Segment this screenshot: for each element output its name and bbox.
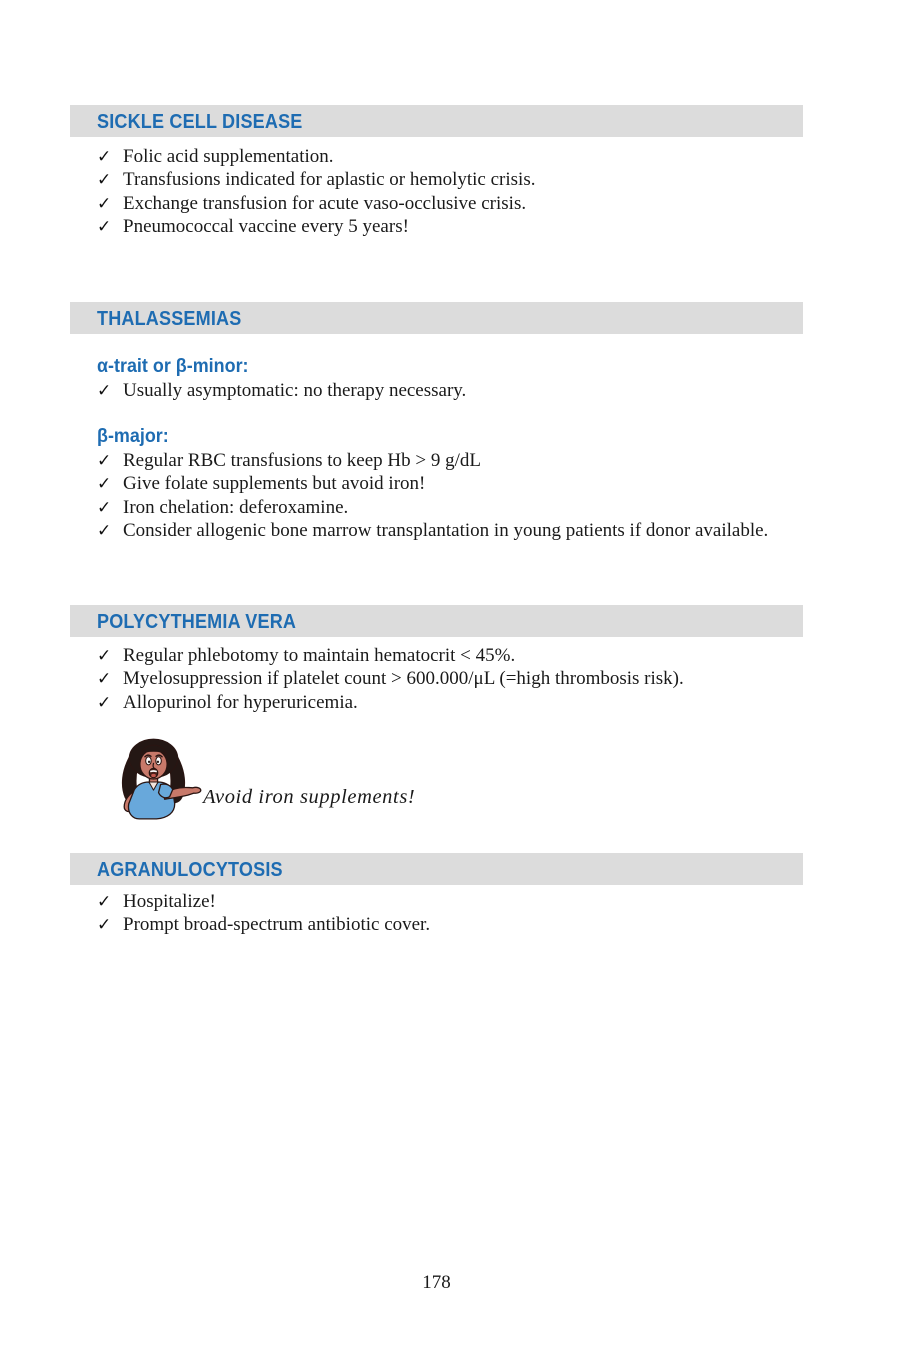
section-header-sickle-cell-disease xyxy=(70,105,803,137)
check-icon: ✓ xyxy=(97,170,112,190)
check-icon: ✓ xyxy=(97,646,112,665)
list-item-text: Consider allogenic bone marrow transplantation in young patients if donor available. xyxy=(123,520,769,542)
check-icon: ✓ xyxy=(97,451,112,470)
list-item-text: Pneumococcal vaccine every 5 years! xyxy=(123,216,409,238)
list-item xyxy=(97,145,827,168)
section-title: THALASSEMIAS xyxy=(97,307,242,330)
check-icon: ✓ xyxy=(97,381,112,400)
check-icon: ✓ xyxy=(97,521,112,541)
sickle-bullet-list xyxy=(97,145,827,239)
check-icon: ✓ xyxy=(97,915,112,935)
list-item xyxy=(97,890,827,913)
list-item xyxy=(97,379,827,402)
list-item xyxy=(97,168,827,191)
list-item xyxy=(97,472,827,495)
list-item-text: Regular RBC transfusions to keep Hb > 9 g/dL xyxy=(123,450,481,471)
polycythemia-bullet-list xyxy=(97,644,827,714)
check-icon: ✓ xyxy=(97,669,112,689)
check-icon: ✓ xyxy=(97,147,112,166)
agranulocytosis-bullet-list xyxy=(97,890,827,937)
check-icon: ✓ xyxy=(97,217,112,237)
page-number: 178 xyxy=(422,1272,451,1293)
list-item-text: Folic acid supplementation. xyxy=(123,146,334,167)
callout-note: Avoid iron supplements! xyxy=(203,786,416,808)
check-icon: ✓ xyxy=(97,692,112,712)
list-item xyxy=(97,913,827,936)
list-item xyxy=(97,192,827,215)
section-header-thalassemias xyxy=(70,302,803,334)
list-item xyxy=(97,215,827,238)
list-item-text: Myelosuppression if platelet count > 600.000/μL (=high thrombosis risk). xyxy=(123,668,684,690)
list-item-text: Transfusions indicated for aplastic or hemolytic crisis. xyxy=(123,169,536,191)
list-item-text: Exchange transfusion for acute vaso-occlusive crisis. xyxy=(123,192,527,214)
pointing-woman-illustration xyxy=(103,737,204,821)
section-header-polycythemia-vera xyxy=(70,605,803,637)
list-item-text: Iron chelation: deferoxamine. xyxy=(123,496,349,518)
list-item-text: Prompt broad-spectrum antibiotic cover. xyxy=(123,914,431,936)
list-item-text: Regular phlebotomy to maintain hematocrit < 45%. xyxy=(123,645,516,666)
check-icon: ✓ xyxy=(97,193,112,213)
section-title: AGRANULOCYTOSIS xyxy=(97,858,283,881)
list-item xyxy=(97,644,827,667)
list-item-text: Give folate supplements but avoid iron! xyxy=(123,473,426,495)
list-item xyxy=(97,519,827,542)
section-header-agranulocytosis xyxy=(70,853,803,885)
list-item-text: Usually asymptomatic: no therapy necessary. xyxy=(123,380,467,401)
check-icon: ✓ xyxy=(97,497,112,517)
check-icon: ✓ xyxy=(97,892,112,911)
list-item xyxy=(97,691,827,714)
list-item xyxy=(97,667,827,690)
section-title: SICKLE CELL DISEASE xyxy=(97,110,303,133)
list-item xyxy=(97,496,827,519)
subheading-beta-major: β-major: xyxy=(97,425,169,447)
thalassemia-minor-bullet-list xyxy=(97,379,827,402)
subheading-alpha-trait-beta-minor: α-trait or β-minor: xyxy=(97,355,249,377)
list-item-text: Allopurinol for hyperuricemia. xyxy=(123,691,358,713)
check-icon: ✓ xyxy=(97,474,112,494)
section-title: POLYCYTHEMIA VERA xyxy=(97,610,297,633)
list-item-text: Hospitalize! xyxy=(123,891,216,912)
thalassemia-major-bullet-list xyxy=(97,449,827,543)
list-item xyxy=(97,449,827,472)
